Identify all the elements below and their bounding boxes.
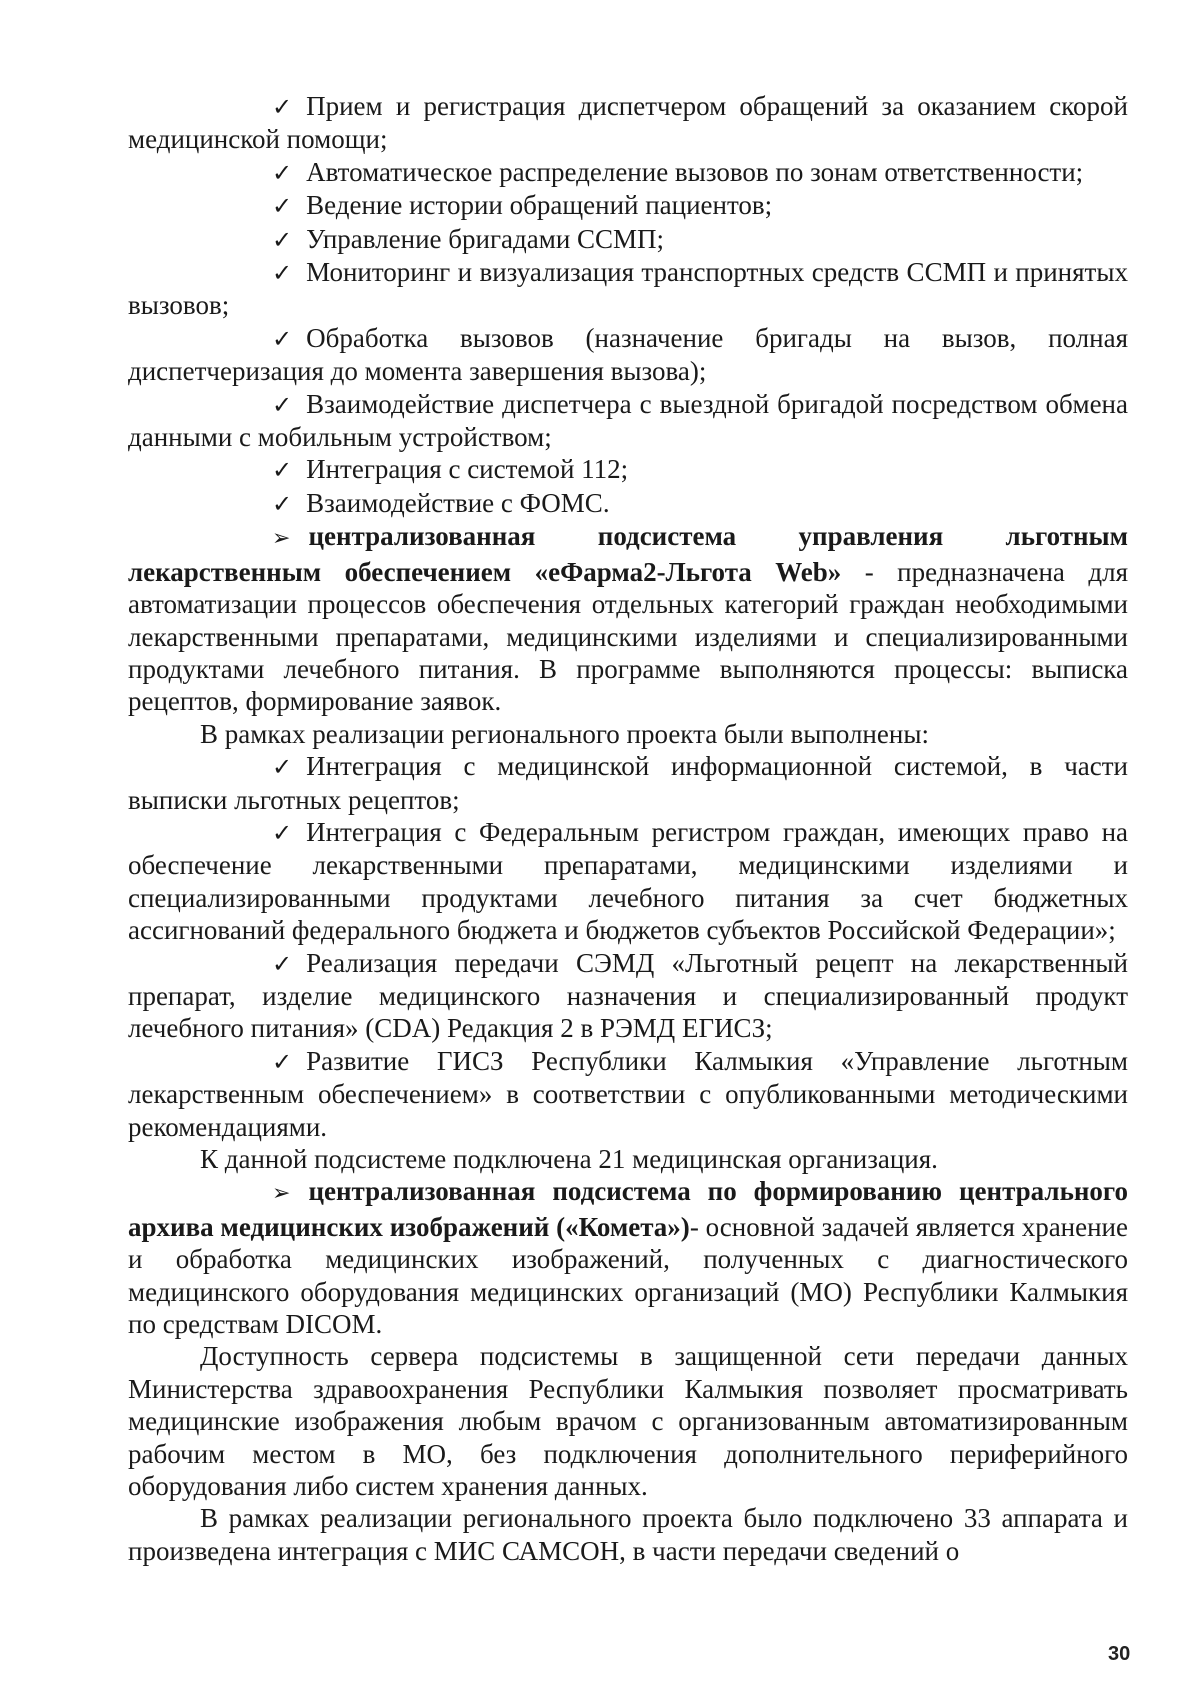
list-item-text: Ведение истории обращений пациентов; <box>306 190 773 221</box>
list-item <box>128 90 1128 156</box>
page-number: 30 <box>1108 1643 1131 1665</box>
section-kometa <box>128 1175 1128 1340</box>
section-text: - основной задачей является хранение и обработка медицинских изображений, полученных с диагностического медицинского оборудования медицинских организаций (МО) Республики Калмыкия по средствам DICOM. <box>128 1211 1128 1340</box>
page-body <box>128 90 1128 1567</box>
section-title: централизованная подсистема управления льготным лекарственным обеспечением «еФарма2-Льгота Web» <box>128 521 1128 587</box>
section-text: - предназначена для автоматизации процессов обеспечения отдельных категорий граждан необходимыми лекарственными препаратами, медицинскими изделиями и специализированными продуктами лечебного питания. В программе выполняются процессы: выписка рецептов, формирование заявок. <box>128 556 1128 717</box>
check-mark-icon: ✓ <box>272 456 293 485</box>
check-mark-icon: ✓ <box>272 259 293 288</box>
check-mark-icon: ✓ <box>272 753 293 782</box>
list-item-text: Интеграция с Федеральным регистром граждан, имеющих право на обеспечение лекарственными препаратами, медицинскими изделиями и специализированными продуктами лечебного питания за счет бюджетных ассигнований федерального бюджета и бюджетов субъектов Российской Федерации»; <box>128 816 1128 946</box>
arrow-bullet-icon: ➢ <box>272 526 291 552</box>
checklist-efarma <box>128 750 1128 1143</box>
check-mark-icon: ✓ <box>272 818 293 847</box>
list-item-text: Управление бригадами ССМП; <box>306 223 665 254</box>
paragraph-access: Доступность сервера подсистемы в защищенной сети передачи данных Министерства здравоохранения Республики Калмыкия позволяет просматривать медицинские изображения любым врачом с организованным автоматизированным рабочим местом в МО, без подключения дополнительного периферийного оборудования либо систем хранения данных. <box>128 1341 1128 1502</box>
check-mark-icon: ✓ <box>272 949 293 978</box>
check-mark-icon: ✓ <box>272 158 293 187</box>
list-item-text: Взаимодействие с ФОМС. <box>306 487 610 518</box>
list-item <box>128 256 1128 322</box>
list-item-text: Прием и регистрация диспетчером обращений за оказанием скорой медицинской помощи; <box>128 91 1128 155</box>
list-item-text: Интеграция с системой 112; <box>306 454 629 485</box>
list-item-text: Мониторинг и визуализация транспортных средств ССМП и принятых вызовов; <box>128 257 1128 321</box>
check-mark-icon: ✓ <box>272 489 293 518</box>
check-mark-icon: ✓ <box>272 225 293 254</box>
paragraph-final: В рамках реализации регионального проекта было подключено 33 аппарата и произведена интеграция с МИС САМСОН, в части передачи сведений о <box>128 1503 1128 1566</box>
list-item <box>128 223 1128 256</box>
check-mark-icon: ✓ <box>272 324 293 353</box>
section-title: централизованная подсистема по формированию центрального архива медицинских изображений («Комета») <box>128 1176 1128 1242</box>
list-item <box>128 156 1128 189</box>
list-item <box>128 816 1128 947</box>
list-item <box>128 487 1128 520</box>
list-item-text: Взаимодействие диспетчера с выездной бригадой посредством обмена данными с мобильным устройством; <box>128 388 1128 453</box>
check-mark-icon: ✓ <box>272 93 293 121</box>
list-item <box>128 388 1128 454</box>
connected-organizations: К данной подсистеме подключена 21 медицинская организация. <box>200 1144 938 1174</box>
list-item-text: Реализация передачи СЭМД «Льготный рецепт на лекарственный препарат, изделие медицинского назначения и специализированный продукт лечебного питания» (CDA) Редакция 2 в РЭМД ЕГИСЗ; <box>128 947 1128 1044</box>
list-item-text: Интеграция с медицинской информационной системой, в части выписки льготных рецептов; <box>128 751 1128 815</box>
list-item <box>128 947 1128 1045</box>
check-mark-icon: ✓ <box>272 1047 293 1076</box>
list-item <box>128 1045 1128 1143</box>
check-mark-icon: ✓ <box>272 390 293 419</box>
section-efarma <box>128 520 1128 717</box>
list-item <box>128 453 1128 486</box>
checklist-dispatch <box>128 90 1128 520</box>
check-mark-icon: ✓ <box>272 192 293 221</box>
arrow-bullet-icon: ➢ <box>272 1181 291 1207</box>
list-item <box>128 189 1128 222</box>
list-item-text: Автоматическое распределение вызовов по зонам ответственности; <box>306 156 1084 187</box>
list-item-text: Обработка вызовов (назначение бригады на вызов, полная диспетчеризация до момента завершения вызова); <box>128 322 1128 387</box>
list-item <box>128 750 1128 816</box>
list-item <box>128 322 1128 388</box>
project-intro: В рамках реализации регионального проекта были выполнены: <box>200 718 929 749</box>
list-item-text: Развитие ГИСЗ Республики Калмыкия «Управление льготным лекарственным обеспечением» в соответствии с опубликованными методическими рекомендациями. <box>128 1045 1128 1142</box>
